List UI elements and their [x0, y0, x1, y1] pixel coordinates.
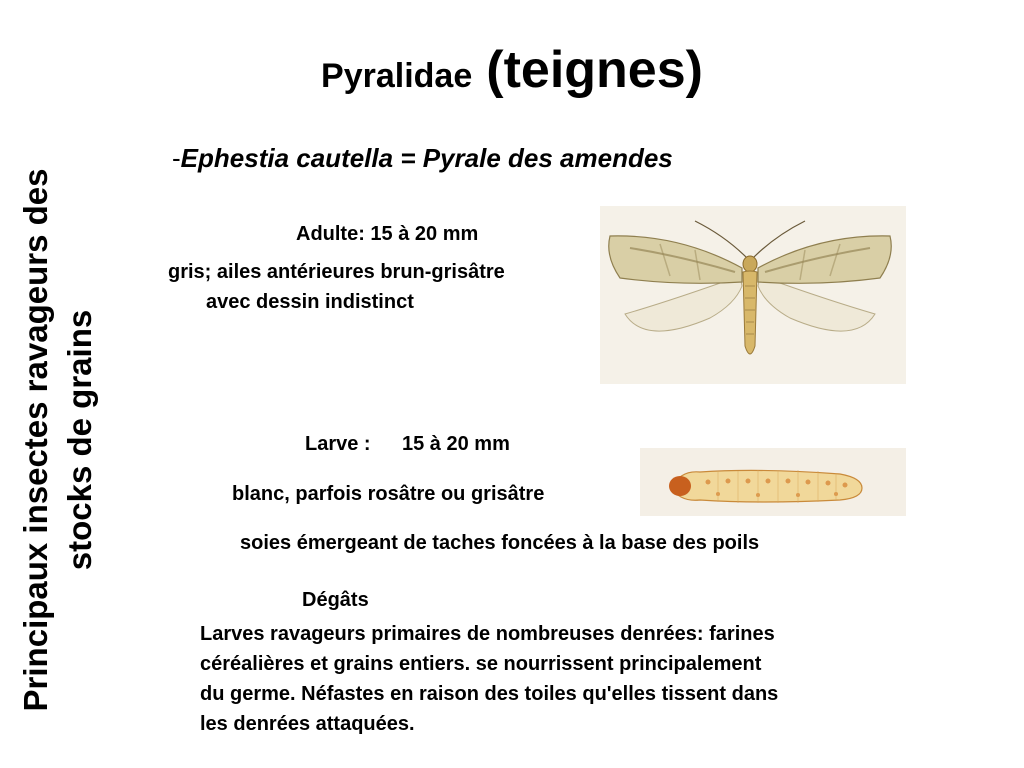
- larva-label: Larve :: [305, 433, 371, 455]
- larva-illustration: [640, 448, 906, 516]
- title-family: Pyralidae: [321, 57, 473, 95]
- vertical-side-title: [14, 130, 134, 750]
- moth-illustration: [600, 206, 906, 384]
- species-heading: [172, 143, 673, 174]
- adult-description-1: gris; ailes antérieures brun-grisâtre: [168, 261, 505, 283]
- larva-drawing: [640, 448, 906, 516]
- damage-line-1: Larves ravageurs primaires de nombreuses denrées: farines: [200, 623, 775, 645]
- larva-description-2: soies émergeant de taches foncées à la base des poils: [240, 532, 760, 554]
- species-dash: -: [172, 143, 181, 173]
- damage-line-3: du germe. Néfastes en raison des toiles qu'elles tissent dans: [200, 683, 779, 705]
- moth-drawing: [600, 206, 906, 384]
- side-title-line-1: Principaux insectes ravageurs des: [17, 168, 54, 712]
- damage-line-4: les denrées attaquées.: [200, 713, 415, 735]
- larva-description-1: blanc, parfois rosâtre ou grisâtre: [232, 483, 545, 505]
- larva-size: 15 à 20 mm: [402, 433, 510, 455]
- side-title-line-2: stocks de grains: [61, 309, 98, 571]
- adult-size: Adulte: 15 à 20 mm: [296, 223, 479, 245]
- slide-title: [0, 40, 1024, 100]
- damage-description: [200, 619, 860, 739]
- adult-description-2: avec dessin indistinct: [206, 291, 414, 313]
- title-common-name: (teignes): [486, 41, 703, 99]
- species-name: Ephestia cautella = Pyrale des amendes: [180, 143, 673, 173]
- damage-line-2: céréalières et grains entiers. se nourrissent principalement: [200, 653, 762, 675]
- damage-heading: Dégâts: [302, 589, 369, 611]
